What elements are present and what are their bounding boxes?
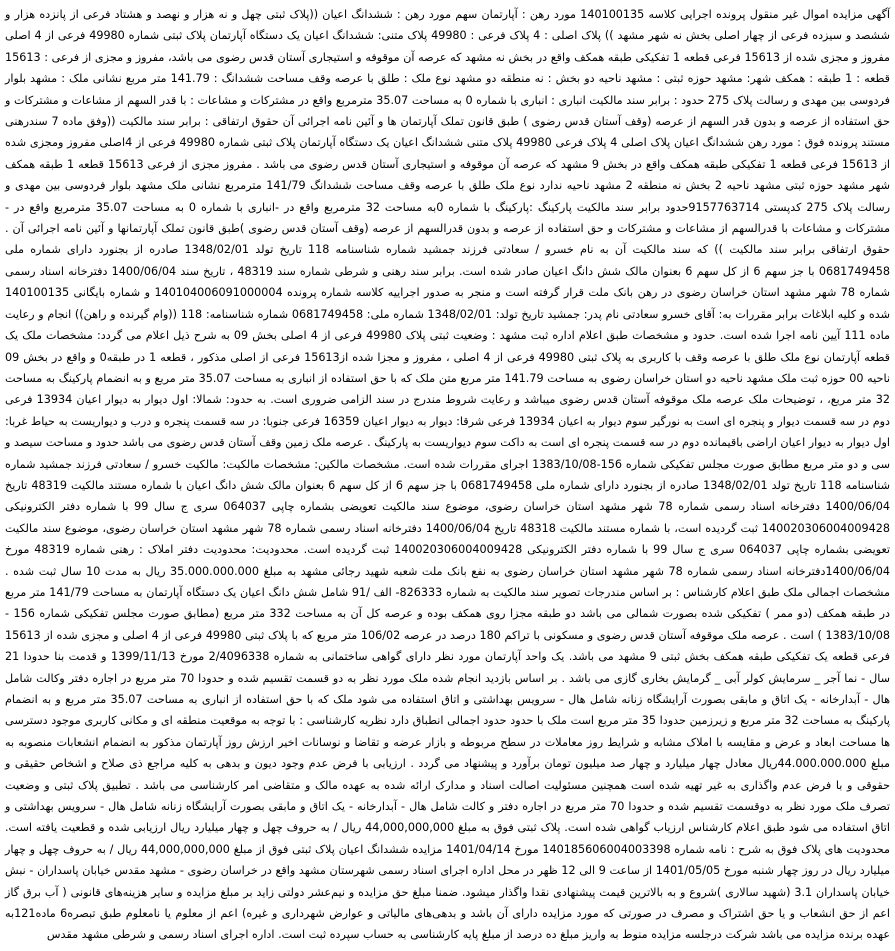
auction-notice-body: آگهی مزایده اموال غیر منقول پرونده اجرایی کلاسه 140100135 مورد رهن : آپارتمان سهم مورد رهن : ششدانگ اعیان ((پلاک ثبتی چهل و نه هزار و نهصد و هشتاد فرعی از پانزده هزار و ششصد و سیزده فرعی از چهار اصلی بخش نه شهر مشهد )) پلاک اصلی : 4 پلاک فرعی : 49980 پلاک متنی: ششدانگ اعیان یک دستگاه آپارتمان پلاک ثبتی شماره 49980 فرعی از 4 اصلی مفروز و مجزی شده از 15613 فرعی قطعه 1 تفکیکی طبقه همکف واقع در بخش نه مشهد که عرصه آن موقوفه و استیجاری آستان قدس رضوی می باشد، مفروز و مجزی از فرعی : 15613 قطعه : 1 طبقه : همکف شهر: مشهد حوزه ثبتی : مشهد ناحیه دو بخش : نه منطقه دو مشهد نوع ملک : طلق با عرصه وقف مساحت ششدانگ : 141.79 متر مربع نشانی ملک : مشهد بلوار فردوسی بین مهدی و رسالت پلاک 275 حدود : برابر سند مالکیت انباری : انباری با شماره 0 به مساحت 35.07 مترمربع واقع در مشترکات و مشاعات : با قدر السهم از مشاعات و مشترکات و حق استفاده از عرصه و بدون قدر السهم از عرصه (وقف آستان قدس رضوی ) طبق قانون تملک آپارتمان ها و آئین نامه اجرائی آن حقوق ارتفاقی : برابر سند مالکیت ((وفق ماده 7 سندرهنی مستند پرونده فوق : مورد رهن ششدانگ اعیان پلاک اصلی 4 پلاک فرعی 49980 پلاک متنی ششدانگ اعیان یک دستگاه آپارتمان پلاک ثبتی شماره 49980 فرعی از 4اصلی مفروز ومجزی شده از 15613 فرعی قطعه 1 تفکیکی طبقه همکف واقع در بخش 9 مشهد که عرصه آن موقوفه و استیجاری آستان قدس رضوی می باشد . مفروز مجزی از فرعی 15613 قطعه 1 طبقه همکف شهر مشهد حوزه ثبتی مشهد ناحیه 2 بخش نه منطقه 2 مشهد ناحیه ندارد نوع ملک طلق با عرصه وقف مساحت ششدانگ 141/79 مترمربع نشانی ملک مشهد بلوار فردوسی بین مهدی و رسالت پلاک 275 کدپستی 9157763714حدود برابر سند مالکیت پارکینگ :پارکینگ با شماره 0به مساحت 32 مترمربع واقع در -انباری با شماره 0 به مساحت 35.07 مترمربع واقع در - مشترکات و مشاعات با قدرالسهم از مشاعات و مشترکات و حق استفاده از عرصه و بدون قدرالسهم از عرصه (وقف آستان قدس رضوی )طبق قانون تملک آپارتمانها و آئین نامه اجرائی آن . حقوق ارتفاقی برابر سند مالکیت )) که سند مالکیت آن به نام خسرو / سعادتی فرزند جمشید شماره شناسنامه 118 تاریخ تولد 1348/02/01 صادره از بجنورد دارای شماره ملی 0681749458 با جز سهم 6 از کل سهم 6 بعنوان مالک شش دانگ اعیان صادر شده است. برابر سند رهنی و شرطی شماره سند 48319 ، تاریخ سند 1400/06/04 دفترخانه اسناد رسمی شماره 78 شهر مشهد استان خراسان رضوی در رهن بانک ملت قرار گرفته است و منجر به صدور اجراییه کلاسه شماره پرونده 140104006091000004 و شماره بایگانی 140100135 شده و کلیه ابلاغات برابر مقررات به: آقای خسرو سعادتی نام پدر: جمشید تاریخ تولد: 1348/02/01 شماره ملی: 0681749458 شماره شناسنامه: 118 ((وام گیرنده و راهن)) انجام و رعایت ماده 111 آیین نامه اجرا شده است. حدود و مشخصات طبق اعلام اداره ثبت مشهد : وضعیت ثبتی پلاک 49980 فرعی از 4 اصلی بخش 09 به شرح ذیل اعلام می گردد: مشخصات ملک یک قطعه آپارتمان نوع ملک طلق با عرصه وقف با کاربری به پلاک ثبتی 49980 فرعی از 4 اصلی ، مفروز و مجزا شده از15613 فرعی از اصلی مذکور ، قطعه 1 در طبقه0 و واقع در بخش 09 ناحیه 00 حوزه ثبت ملک مشهد ناحیه دو استان خراسان رضوی به مساحت 141.79 متر مربع متن ملک که با حق استفاده از انباری به مساحت 35.07 متر مربع و به انضمام پارکینگ به مساحت 32 متر مربع، ، توضیحات ملک عرصه ملک موقوفه آستان قدس رضوی میباشد و رعایت شروط مندرج در سند الزامی ضروری است. به حدود: شمالا: اول دیوار به دیوار اعیان 13934 فرعی دوم در سه قسمت دیوار و پنجره ای است به نورگیر سوم دیوار به اعیان 13934 فرعی شرقا: دیوار به دیوار اعیان 16359 فرعی جنوبا: در سه قسمت پنجره و درب و دیواریست به حیاط غربا: اول دیوار به دیوار اعیان اراضی باقیمانده دوم در سه قسمت پنجره ای است به داکت سوم دیواریست به پارکینگ . عرصه ملک زمین وقف آستان قدس رضوی می باشد حدود و مساحت سیصد و سی و دو متر مربع مطابق صورت مجلس تفکیکی شماره 156-1383/10/08 اجرای مقررات شده است. مشخصات مالکین: مشخصات مالکیت: مالکیت خسرو / سعادتی فرزند جمشید شماره شناسنامه 118 تاریخ تولد 1348/02/01 صادره از بجنورد دارای شماره ملی 0681749458 با جز سهم 6 از کل سهم 6 بعنوان مالک شش دانگ اعیان با شماره مستند مالکیت 48319 تاریخ 1400/06/04 دفترخانه اسناد رسمی شماره 78 شهر مشهد استان خراسان رضوی، موضوع سند مالکیت تعویضی بشماره چاپی 064037 سری ج سال 99 با شماره دفتر الکترونیکی 140020306004009428 ثبت گردیده است، با شماره مستند مالکیت 48318 تاریخ 1400/06/04 دفترخانه اسناد رسمی شماره 78 شهر مشهد استان خراسان رضوی، موضوع سند مالکیت تعویضی بشماره چاپی 064037 سری ج سال 99 با شماره دفتر الکترونیکی 140020306004009428 ثبت گردیده است. محدودیت: محدودیت دفتر املاک : رهنی شماره 48319 مورخ 1400/06/04دفترخانه اسناد رسمی شماره 78 شهر مشهد استان خراسان رضوی به نفع بانک ملت شعبه شهید رجائی مشهد به مبلغ 35.000.000.000 ریال به مدت 10 سال ثبت شده . مشخصات اجمالی ملک طبق اعلام کارشناس : بر اساس مندرجات تصویر سند مالکیت به شماره 826333- الف /91 شامل شش دانگ اعیان یک دستگاه آپارتمان به مساحت 141/79 متر مربع در طبقه همکف (دو ممر ) تفکیکی شده بصورت شمالی می باشد دو طبقه مجزا روی همکف بوده و عرصه کل آن به مساحت 332 متر مربع (مطابق صورت مجلس تفکیکی شماره 156 - 1383/10/08 ) است . عرصه ملک موقوفه آستان قدس رضوی و مسکونی با تراکم 180 درصد در عرصه 106/02 متر مربع که با پلاک ثبتی 49980 فرعی از 4 اصلی و مجزی شده از 15613 فرعی قطعه یک تفکیکی طبقه همکف بخش ثبتی 9 مشهد می باشد. یک واحد آپارتمان مورد نظر دارای گواهی ساختمانی به شماره 2/4096338 مورخ 1399/11/13 و قدمت بنا حدودا 21 سال - نما آجر _ سرمایش کولر آبی _ گرمایش بخاری گازی می باشد . بر اساس بازدید انجام شده ملک مورد نظر به دو قسمت تقسیم شده و حدودا 70 متر مربع در اجاره دفتر وکالت شامل هال - آبدارخانه - یک اتاق و مابقی بصورت آرایشگاه زنانه شامل هال - سرویس بهداشتی و اتاق استفاده می شود ملک که با حق استفاده از انباری به مساحت 35.07 متر مربع و به انضمام پارکینگ به مساحت 32 متر مربع و زیرزمین حدودا 35 متر مربع است ملک با حدود حدود اجمالی انطباق دارد نظریه کارشناسی : با توجه به موقعیت منطقه ای و مکانی کاربری موجود دسترسی ها مساحت ابعاد و عرض و مقایسه با املاک مشابه و شرایط روز معاملات در سطح مربوطه و بازار عرضه و تقاضا و نوسانات اخیر ارزش روز آپارتمان مذکور به انضمام انشعابات منصوبه به مبلغ 44.000.000.000ریال معادل چهار میلیارد و چهار صد میلیون تومان برآورد و پیشنهاد می گردد . ارزیابی با فرض عدم وجود دیون و بدهی به کلیه مراجع ذی صلاح و اشخاص حقیقی و حقوقی و با فرض عدم واگذاری به غیر تهیه شده است همچنین مسئولیت اصالت اسناد و مدارک ارائه شده به عهده مالک و متقاضی امر کارشناسی می باشد . تطبیق پلاک ثبتی و وضعیت تصرف ملک مورد نظر به دوقسمت تقسیم شده و حدودا 70 متر مربع در اجاره دفتر و کالت شامل هال - آبدارخانه - یک اتاق و مابقی بصورت آرایشگاه زنانه شامل هال - سرویس بهداشتی و اتاق استفاده می شود طبق اعلام کارشناس ارزیاب گواهی شده است. پلاک ثبتی فوق به مبلغ 44,000,000,000 ریال / به حروف چهل و چهار میلیارد ریال ارزیابی شده و قطعیت یافته است. محدودیت های پلاک فوق به شرح : نامه شماره 140185606004003398 مورخ 1401/04/14 مزایده ششدانگ اعیان پلاک ثبتی فوق از مبلغ 44,000,000,000 ریال / به حروف چهل و چهار میلیارد ریال در روز چهار شنبه مورخ 1401/05/05 از ساعت 9 الی 12 ظهر در محل اداره اجرای اسناد رسمی شهرستان مشهد واقع در خراسان رضوی - مشهد مقدس خیابان پاسداران - نبش خیابان پاسداران 3.1 (شهید سالاری )شروع و به بالاترین قیمت پیشنهادی نقدا واگذار میشود. ضمنا مبلغ حق مزایده و نیم‌عشر دولتی زاید بر مبلغ مزایده و سایر هزینه‌های قانونی ( آب برق گاز اعم از حق انشعاب و یا حق اشتراک و مصرف در صورتی که مورد مزایده دارای آن باشد و بدهی‌های مالیاتی و عوارض شهرداری و غیره) اعم از معلوم یا نامعلوم طبق تبصره6 ماده121به عهده برنده مزایده می باشد شرکت درجلسه مزایده منوط به واریز مبلغ ده درصد از مبلغ پایه کارشناسی به حساب سپرده ثبت است. اداره اجرای اسناد رسمی و شرطی مشهد مقدس xyxy=(5,8,891,942)
